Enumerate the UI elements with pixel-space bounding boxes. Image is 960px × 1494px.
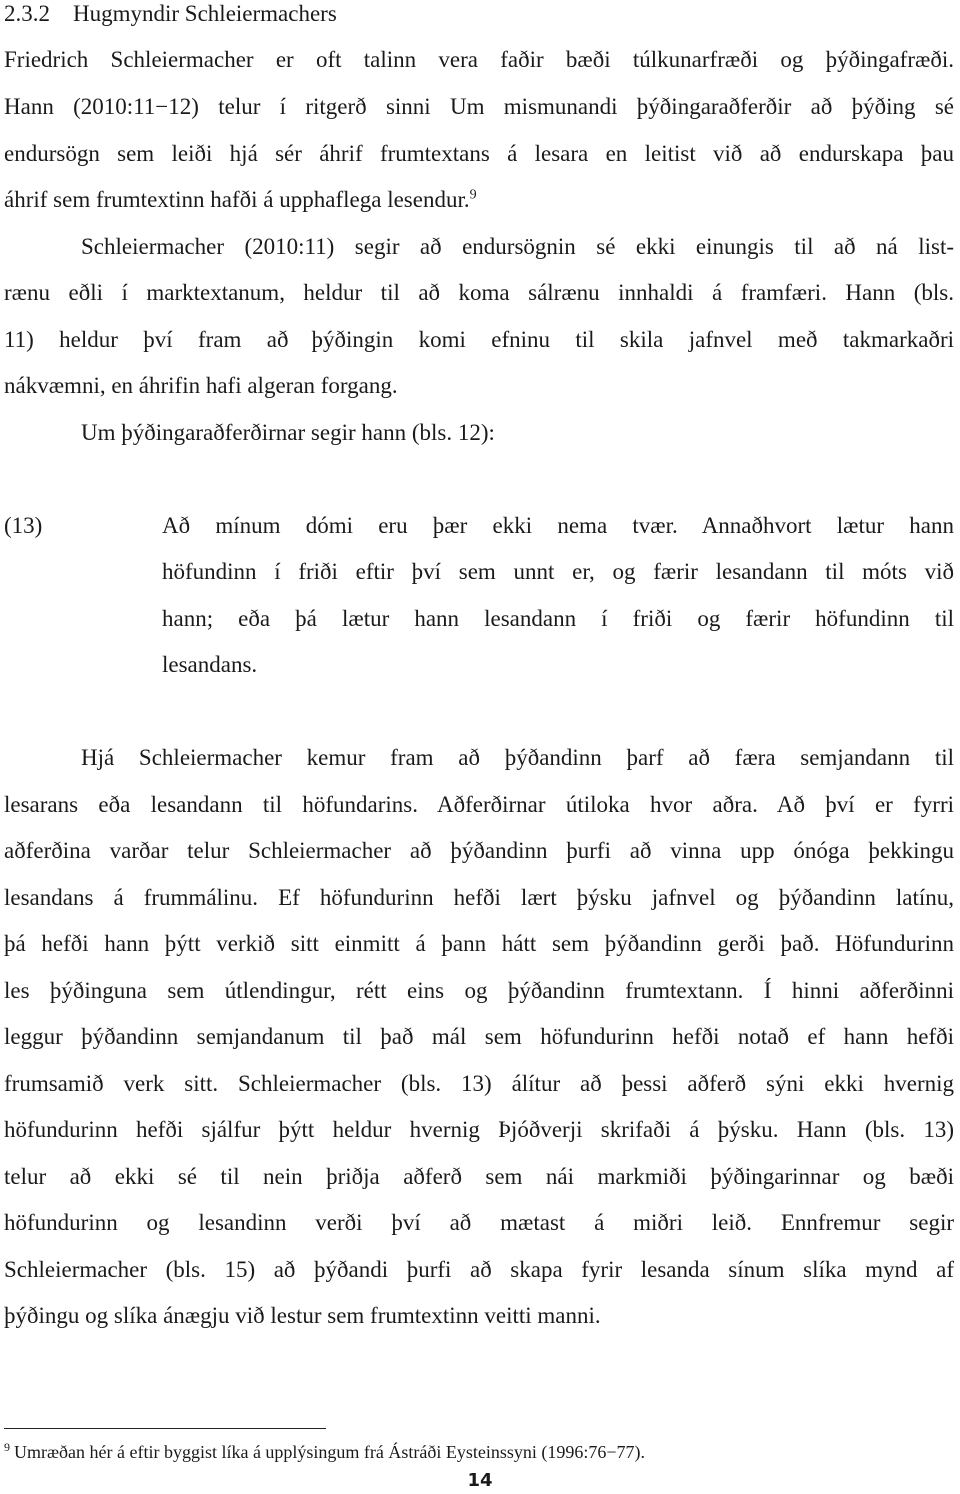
paragraph-line: Hann (2010:11−12) telur í ritgerð sinni Um mismunandi þýðingaraðferðir að þýðing sé xyxy=(4,94,954,119)
paragraph-line: aðferðina varðar telur Schleiermacher að þýðandinn þurfi að vinna upp ónóga þekkingu xyxy=(4,838,954,863)
paragraph-line: Hjá Schleiermacher kemur fram að þýðandinn þarf að færa semjandann til xyxy=(81,745,954,770)
paragraph-line: höfundurinn og lesandinn verði því að mætast á miðri leið. Ennfremur segir xyxy=(4,1210,954,1235)
example-number: (13) xyxy=(4,513,43,538)
paragraph-line: Schleiermacher (2010:11) segir að endursögnin sé ekki einungis til að ná list- xyxy=(81,234,954,259)
example-line-last: lesandans. xyxy=(162,652,258,677)
page-number: 14 xyxy=(467,1470,493,1491)
example-line: hann; eða þá lætur hann lesandann í friði og færir höfundinn til xyxy=(162,606,954,631)
paragraph-line: endursögn sem leiði hjá sér áhrif frumtextans á lesara en leitist við að endurskapa þau xyxy=(4,141,954,166)
footnote-text: Umræðan hér á eftir byggist líka á upplýsingum frá Ástráði Eysteinssyni (1996:76−77). xyxy=(14,1442,646,1462)
paragraph-line: Friedrich Schleiermacher er oft talinn vera faðir bæði túlkunarfræði og þýðingafræði. xyxy=(4,47,954,72)
paragraph-line-last: nákvæmni, en áhrifin hafi algeran forgang. xyxy=(4,373,398,398)
paragraph-line: telur að ekki sé til nein þriðja aðferð sem nái markmiði þýðingarinnar og bæði xyxy=(4,1164,954,1189)
paragraph-line-last xyxy=(4,186,954,214)
footnote xyxy=(4,1440,645,1464)
example-line: höfundinn í friði eftir því sem unnt er, og færir lesandann til móts við xyxy=(162,559,954,584)
paragraph-line: rænu eðli í marktextanum, heldur til að koma sálrænu innhaldi á framfæri. Hann (bls. xyxy=(4,280,954,305)
paragraph-line: höfundurinn hefði sjálfur þýtt heldur hvernig Þjóðverji skrifaði á þýsku. Hann (bls. 13) xyxy=(4,1117,954,1142)
paragraph-line: lesandans á frummálinu. Ef höfundurinn hefði lært þýsku jafnvel og þýðandinn latínu, xyxy=(4,885,954,910)
paragraph-line: frumsamið verk sitt. Schleiermacher (bls. 13) álítur að þessi aðferð sýni ekki hvernig xyxy=(4,1071,954,1096)
example-line: Að mínum dómi eru þær ekki nema tvær. Annaðhvort lætur hann xyxy=(162,513,954,538)
paragraph-line: 11) heldur því fram að þýðingin komi efninu til skila jafnvel með takmarkaðri xyxy=(4,327,954,352)
paragraph-text: áhrif sem frumtextinn hafði á upphaflega lesendur. xyxy=(4,187,470,212)
section-heading: 2.3.2 Hugmyndir Schleiermachers xyxy=(4,1,337,26)
paragraph-line: leggur þýðandinn semjandanum til það mál sem höfundurinn hefði notað ef hann hefði xyxy=(4,1024,954,1049)
paragraph-line: les þýðinguna sem útlendingur, rétt eins og þýðandinn frumtextann. Í hinni aðferðinni xyxy=(4,978,954,1003)
paragraph-line: þá hefði hann þýtt verkið sitt einmitt á þann hátt sem þýðandinn gerði það. Höfundurinn xyxy=(4,931,954,956)
footnote-divider xyxy=(4,1428,326,1429)
paragraph-line: lesarans eða lesandann til höfundarins. Aðferðirnar útiloka hvor aðra. Að því er fyrri xyxy=(4,792,954,817)
footnote-number: 9 xyxy=(4,1440,10,1454)
footnote-ref: 9 xyxy=(469,187,477,203)
paragraph-line-last: þýðingu og slíka ánægju við lestur sem frumtextinn veitti manni. xyxy=(4,1303,601,1328)
paragraph-line: Schleiermacher (bls. 15) að þýðandi þurfi að skapa fyrir lesanda sínum slíka mynd af xyxy=(4,1257,954,1282)
paragraph-line: Um þýðingaraðferðirnar segir hann (bls. 12): xyxy=(81,420,495,445)
